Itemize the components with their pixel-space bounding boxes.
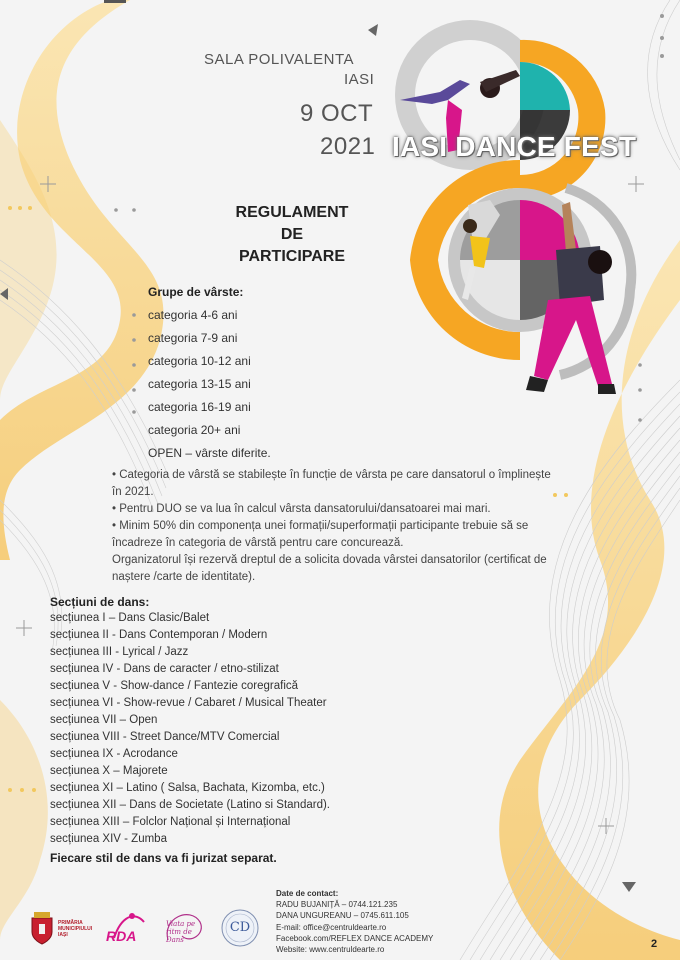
section-item: secțiunea X – Majorete: [50, 765, 168, 777]
cd-logo: [220, 908, 260, 948]
contact-heading: Date de contact:: [276, 889, 339, 898]
title-line1: REGULAMENT: [235, 204, 349, 221]
sections-heading: Secțiuni de dans:: [50, 595, 150, 609]
festival-title: IASI DANCE FEST: [392, 131, 637, 162]
title-line2: DE: [280, 226, 304, 243]
dance-graphic: [395, 20, 631, 394]
section-item: secțiunea VI - Show-revue / Cabaret / Musical Theater: [50, 697, 327, 709]
viata-logo: [160, 908, 210, 948]
age-group-item: categoria 13-15 ani: [148, 377, 251, 391]
section-item: secțiunea XII – Dans de Societate (Latino si Standard).: [50, 799, 330, 811]
age-group-item: categoria 20+ ani: [148, 423, 241, 437]
section-item: secțiunea VIII - Street Dance/MTV Comercial: [50, 731, 280, 743]
note-item: • Pentru DUO se va lua în calcul vârsta dansatorului/dansatoarei mai mari.: [112, 503, 491, 515]
contact-block: [276, 888, 433, 955]
rda-text: RDA: [106, 928, 137, 944]
section-item: secțiunea VII – Open: [50, 714, 158, 726]
sections-footer-note: Fiecare stil de dans va fi jurizat separat.: [50, 851, 277, 865]
age-group-item: OPEN – vârste diferite.: [148, 446, 271, 460]
date-year: 2021: [320, 133, 376, 160]
section-item: secțiunea XIII – Folclor Național și Internațional: [50, 816, 291, 828]
section-item: secțiunea III - Lyrical / Jazz: [50, 646, 189, 658]
age-groups-heading: Grupe de vârste:: [148, 285, 244, 299]
section-item: secțiunea IX - Acrodance: [50, 748, 178, 760]
venue-line1: SALA POLIVALENTA: [204, 51, 355, 68]
contact-email[interactable]: E-mail: office@centruldearte.ro: [276, 922, 387, 932]
section-item: secțiunea XI – Latino ( Salsa, Bachata, Kizomba, etc.): [50, 782, 325, 794]
contact-website[interactable]: Website: www.centruldearte.ro: [276, 945, 385, 955]
note-item: • Minim 50% din componența unei formații/superformații participante trebuie să se încadreze în categoria de vârstă pentru care concurează.: [112, 520, 529, 549]
rda-logo: [104, 908, 154, 948]
section-item: secțiunea II - Dans Contemporan / Modern: [50, 629, 268, 641]
date-day-month: 9 OCT: [300, 100, 374, 127]
note-item: • Categoria de vârstă se stabilește în funcție de vârsta pe care dansatorul o împlinește în 2021.: [112, 469, 551, 498]
section-item: secțiunea I – Dans Clasic/Balet: [50, 612, 210, 624]
age-group-item: categoria 16-19 ani: [148, 400, 251, 414]
primaria-logo: [30, 910, 96, 950]
document-title: [226, 202, 358, 268]
age-group-item: categoria 7-9 ani: [148, 331, 238, 345]
viata-text: Viata pe ritm de Dans: [166, 920, 196, 944]
cd-text: CD: [229, 920, 251, 935]
note-item: Organizatorul își rezervă dreptul de a solicita dovada vârstei dansatorilor (certificat de naștere /carte de identitate).: [112, 554, 547, 583]
section-item: secțiunea V - Show-dance / Fantezie coregrafică: [50, 680, 299, 692]
bottom-left-yellow-swirl: [0, 700, 48, 940]
top-line-mark: [104, 0, 126, 3]
age-group-item: categoria 10-12 ani: [148, 354, 251, 368]
section-item: secțiunea IV - Dans de caracter / etno-stilizat: [50, 663, 279, 675]
primaria-text: PRIMĂRIA MUNICIPIULUI IAȘI: [58, 920, 93, 938]
venue-line2: IASI: [344, 71, 375, 88]
coat-of-arms-icon: [30, 912, 54, 946]
title-line3: PARTICIPARE: [238, 248, 346, 265]
age-notes: [112, 467, 562, 586]
contact-line: RADU BUJANIȚĂ – 0744.121.235: [276, 900, 398, 910]
contact-line: DANA UNGUREANU – 0745.611.105: [276, 911, 409, 921]
section-item: secțiunea XIV - Zumba: [50, 833, 167, 845]
venue: [204, 50, 380, 90]
age-group-item: categoria 4-6 ani: [148, 308, 238, 322]
contact-facebook[interactable]: Facebook.com/REFLEX DANCE ACADEMY: [276, 933, 434, 943]
page-number: 2: [651, 938, 658, 950]
